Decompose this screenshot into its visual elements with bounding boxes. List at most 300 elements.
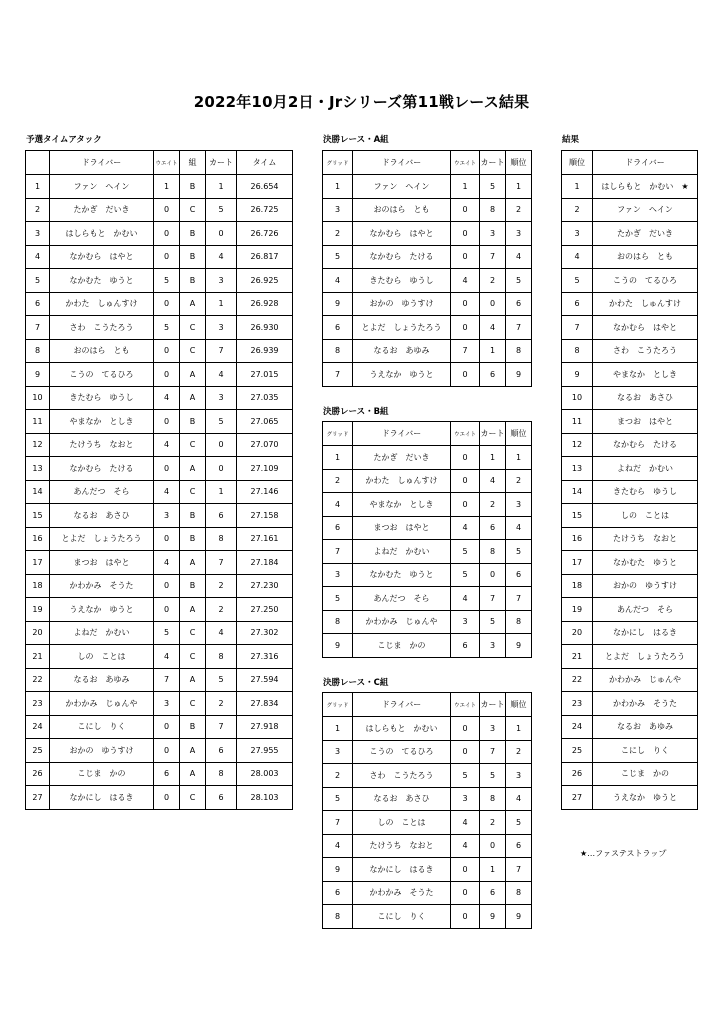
table-row [26, 175, 293, 199]
table-cell: 13 [562, 457, 593, 481]
column-header: ドライバー [50, 151, 154, 175]
table-cell: とよだ しょうたろう [50, 527, 154, 551]
table-cell: 27.158 [237, 504, 293, 528]
table-cell: 8 [206, 762, 237, 786]
table-cell: 13 [26, 457, 50, 481]
column-header: 順位 [506, 151, 532, 175]
table-cell: 3 [451, 610, 480, 634]
table-cell: 0 [154, 339, 180, 363]
table-cell: 2 [206, 692, 237, 716]
table-cell: 4 [480, 316, 506, 340]
table-cell: とよだ しょうたろう [593, 645, 698, 669]
results-heading: 結果 [562, 135, 580, 145]
table-cell: 5 [480, 764, 506, 788]
table-cell: 27.955 [237, 739, 293, 763]
table-cell: 0 [154, 222, 180, 246]
table-cell: まつお はやと [593, 410, 698, 434]
table-cell: 7 [154, 668, 180, 692]
table-cell: かわかみ じゅんや [593, 668, 698, 692]
table-row [562, 715, 698, 739]
table-cell: こにし りく [353, 905, 451, 929]
final-c-heading: 決勝レース・C組 [323, 678, 389, 688]
qualifying-table [25, 150, 293, 810]
table-cell: 15 [26, 504, 50, 528]
table-cell: 25 [26, 739, 50, 763]
table-cell: 3 [480, 222, 506, 246]
table-row [26, 668, 293, 692]
table-row [323, 858, 532, 882]
table-cell: 6 [323, 881, 353, 905]
table-cell: 8 [323, 610, 353, 634]
table-cell: はしらもと かむい ★ [593, 175, 698, 199]
table-cell: A [180, 598, 206, 622]
table-cell: 7 [323, 363, 353, 387]
table-cell: 27.834 [237, 692, 293, 716]
table-cell: 5 [154, 269, 180, 293]
table-cell: 3 [480, 717, 506, 741]
table-cell: うえなか ゆうと [593, 786, 698, 810]
table-row [26, 645, 293, 669]
table-cell: 26.725 [237, 198, 293, 222]
final-b-heading: 決勝レース・B組 [323, 407, 389, 417]
table-row [562, 574, 698, 598]
table-cell: 7 [480, 587, 506, 611]
header-row [323, 151, 532, 175]
table-cell: 27.250 [237, 598, 293, 622]
table-cell: 1 [206, 175, 237, 199]
table-cell: 27 [562, 786, 593, 810]
table-cell: なかむら たける [353, 245, 451, 269]
table-cell: なかむら たける [593, 433, 698, 457]
table-cell: 6 [323, 316, 353, 340]
table-cell: B [180, 222, 206, 246]
table-cell: 20 [562, 621, 593, 645]
table-cell: しの ことは [593, 504, 698, 528]
table-cell: B [180, 175, 206, 199]
table-row [562, 504, 698, 528]
table-row [323, 717, 532, 741]
table-row [323, 610, 532, 634]
table-cell: 0 [154, 245, 180, 269]
table-cell: 6 [506, 292, 532, 316]
table-row [562, 410, 698, 434]
table-cell: 9 [323, 634, 353, 658]
table-cell: 6 [506, 834, 532, 858]
table-row [323, 363, 532, 387]
table-cell: 1 [506, 175, 532, 199]
results-table [561, 150, 698, 810]
table-cell: 0 [154, 410, 180, 434]
column-header: 順位 [506, 693, 532, 717]
table-row [323, 881, 532, 905]
table-cell: 28.103 [237, 786, 293, 810]
table-cell: 26 [562, 762, 593, 786]
table-cell: あんだつ そら [593, 598, 698, 622]
table-row [562, 198, 698, 222]
table-cell: 2 [206, 598, 237, 622]
column-header: グリッド [323, 693, 353, 717]
table-cell: A [180, 363, 206, 387]
table-cell: うえなか ゆうと [353, 363, 451, 387]
table-cell: 9 [26, 363, 50, 387]
table-cell: 26.817 [237, 245, 293, 269]
table-row [26, 339, 293, 363]
table-cell: 27.065 [237, 410, 293, 434]
table-cell: 6 [323, 516, 353, 540]
table-cell: 8 [506, 610, 532, 634]
table-cell: 7 [323, 811, 353, 835]
table-cell: たかぎ だいき [353, 446, 451, 470]
table-cell: 0 [451, 316, 480, 340]
table-cell: 5 [323, 245, 353, 269]
table-cell: まつお はやと [353, 516, 451, 540]
table-cell: 4 [451, 587, 480, 611]
table-cell: たけうち なおと [593, 527, 698, 551]
table-cell: 4 [506, 516, 532, 540]
table-cell: 2 [480, 493, 506, 517]
table-cell: おのはら とも [50, 339, 154, 363]
table-cell: 0 [154, 786, 180, 810]
table-cell: 6 [480, 363, 506, 387]
table-cell: 3 [206, 269, 237, 293]
table-row [26, 551, 293, 575]
header-row [323, 422, 532, 446]
table-row [26, 786, 293, 810]
table-cell: たけうち なおと [353, 834, 451, 858]
table-cell: 4 [480, 469, 506, 493]
table-cell: 10 [562, 386, 593, 410]
table-cell: 0 [451, 292, 480, 316]
table-cell: 0 [451, 446, 480, 470]
column-header: カート [480, 693, 506, 717]
table-cell: 4 [323, 834, 353, 858]
table-cell: 3 [506, 493, 532, 517]
table-cell: 2 [26, 198, 50, 222]
column-header: 順位 [562, 151, 593, 175]
table-row [26, 621, 293, 645]
table-cell: やまなか としき [593, 363, 698, 387]
table-cell: 24 [562, 715, 593, 739]
table-row [26, 198, 293, 222]
table-cell: ファン ヘイン [593, 198, 698, 222]
table-cell: かわかみ そうた [593, 692, 698, 716]
table-cell: なるお あさひ [593, 386, 698, 410]
table-cell: 18 [26, 574, 50, 598]
column-header: ウエイト [154, 151, 180, 175]
table-cell: なかむら はやと [593, 316, 698, 340]
table-cell: 19 [562, 598, 593, 622]
table-cell: 0 [480, 834, 506, 858]
table-cell: 9 [562, 363, 593, 387]
table-cell: なかにし はるき [593, 621, 698, 645]
table-cell: 6 [451, 634, 480, 658]
table-cell: 27.184 [237, 551, 293, 575]
table-row [323, 339, 532, 363]
table-cell: 0 [451, 198, 480, 222]
table-row [323, 245, 532, 269]
table-row [562, 527, 698, 551]
table-cell: たかぎ だいき [593, 222, 698, 246]
table-cell: 11 [26, 410, 50, 434]
table-cell: 17 [26, 551, 50, 575]
table-cell: さわ こうたろう [593, 339, 698, 363]
table-cell: 9 [323, 292, 353, 316]
table-row [323, 764, 532, 788]
table-row [323, 198, 532, 222]
table-row [323, 905, 532, 929]
table-cell: なかむら たける [50, 457, 154, 481]
table-row [323, 292, 532, 316]
column-header: ドライバー [353, 422, 451, 446]
final-b-table [322, 421, 532, 658]
table-cell: きたむら ゆうし [353, 269, 451, 293]
table-cell: 2 [480, 811, 506, 835]
table-cell: A [180, 668, 206, 692]
table-row [26, 457, 293, 481]
table-cell: 0 [206, 457, 237, 481]
table-row [562, 433, 698, 457]
table-cell: 9 [323, 858, 353, 882]
table-row [323, 587, 532, 611]
table-cell: なかむた ゆうと [353, 563, 451, 587]
table-cell: 26.930 [237, 316, 293, 340]
table-cell: 17 [562, 551, 593, 575]
table-cell: なかむた ゆうと [593, 551, 698, 575]
table-cell: こうの てるひろ [50, 363, 154, 387]
table-cell: B [180, 527, 206, 551]
table-cell: C [180, 198, 206, 222]
table-cell: 27.109 [237, 457, 293, 481]
table-row [562, 692, 698, 716]
table-cell: 0 [451, 740, 480, 764]
table-row [323, 516, 532, 540]
column-header: ドライバー [353, 151, 451, 175]
table-cell: 3 [206, 316, 237, 340]
table-row [26, 504, 293, 528]
table-cell: 0 [451, 222, 480, 246]
table-cell: よねだ かむい [353, 540, 451, 564]
table-cell: あんだつ そら [50, 480, 154, 504]
table-cell: 0 [451, 245, 480, 269]
table-row [562, 480, 698, 504]
table-cell: 18 [562, 574, 593, 598]
table-cell: 6 [506, 563, 532, 587]
table-cell: かわかみ じゅんや [50, 692, 154, 716]
table-cell: こじま かの [353, 634, 451, 658]
column-header: グリッド [323, 151, 353, 175]
table-cell: おかの ゆうすけ [593, 574, 698, 598]
table-cell: 7 [506, 587, 532, 611]
table-cell: 2 [323, 222, 353, 246]
table-cell: 1 [480, 446, 506, 470]
table-row [323, 222, 532, 246]
table-cell: 3 [506, 764, 532, 788]
table-cell: 20 [26, 621, 50, 645]
table-cell: たけうち なおと [50, 433, 154, 457]
table-cell: 26 [26, 762, 50, 786]
table-cell: なるお あさひ [353, 787, 451, 811]
table-cell: こにし りく [593, 739, 698, 763]
table-cell: 27.316 [237, 645, 293, 669]
table-cell: うえなか ゆうと [50, 598, 154, 622]
table-cell: 7 [506, 316, 532, 340]
table-cell: 8 [506, 881, 532, 905]
table-cell: 27.035 [237, 386, 293, 410]
table-row [323, 446, 532, 470]
table-cell: 7 [26, 316, 50, 340]
table-cell: 4 [451, 516, 480, 540]
table-cell: 0 [154, 715, 180, 739]
table-cell: 14 [562, 480, 593, 504]
table-cell: 4 [506, 245, 532, 269]
table-cell: B [180, 410, 206, 434]
table-cell: 0 [206, 433, 237, 457]
table-cell: きたむら ゆうし [593, 480, 698, 504]
table-cell: B [180, 245, 206, 269]
table-row [562, 598, 698, 622]
table-cell: 5 [206, 410, 237, 434]
table-cell: 0 [154, 574, 180, 598]
table-row [562, 645, 698, 669]
table-cell: 2 [206, 574, 237, 598]
table-row [562, 316, 698, 340]
table-cell: 0 [154, 739, 180, 763]
table-cell: 6 [562, 292, 593, 316]
table-cell: 16 [26, 527, 50, 551]
table-cell: 5 [26, 269, 50, 293]
page-title: 2022年10月2日・Jrシリーズ第11戦レース結果 [193, 93, 530, 111]
table-cell: 8 [562, 339, 593, 363]
table-cell: 4 [451, 834, 480, 858]
table-cell: 27.070 [237, 433, 293, 457]
table-cell: 0 [154, 527, 180, 551]
table-row [562, 668, 698, 692]
fastest-lap-note: ★…ファステストラップ [580, 849, 667, 858]
table-row [323, 563, 532, 587]
table-cell: 7 [206, 551, 237, 575]
table-cell: 9 [506, 634, 532, 658]
table-cell: 14 [26, 480, 50, 504]
table-cell: 3 [323, 198, 353, 222]
table-cell: 3 [206, 386, 237, 410]
table-cell: 10 [26, 386, 50, 410]
column-header [26, 151, 50, 175]
table-cell: 1 [154, 175, 180, 199]
table-cell: まつお はやと [50, 551, 154, 575]
table-cell: 26.925 [237, 269, 293, 293]
table-row [562, 245, 698, 269]
table-cell: 0 [451, 469, 480, 493]
table-cell: さわ こうたろう [353, 764, 451, 788]
table-cell: 8 [206, 645, 237, 669]
table-cell: なかにし はるき [50, 786, 154, 810]
table-row [562, 762, 698, 786]
table-cell: 5 [451, 540, 480, 564]
table-cell: 0 [451, 363, 480, 387]
table-cell: 23 [562, 692, 593, 716]
table-cell: 1 [480, 858, 506, 882]
table-cell: なるお あゆみ [353, 339, 451, 363]
table-cell: かわかみ じゅんや [353, 610, 451, 634]
table-cell: 6 [206, 504, 237, 528]
table-cell: 1 [323, 446, 353, 470]
table-cell: 2 [506, 740, 532, 764]
table-cell: 23 [26, 692, 50, 716]
table-cell: 4 [323, 493, 353, 517]
table-row [26, 739, 293, 763]
table-cell: 0 [451, 717, 480, 741]
table-cell: 4 [154, 433, 180, 457]
table-cell: よねだ かむい [50, 621, 154, 645]
table-cell: 6 [480, 516, 506, 540]
table-cell: かわた しゅんすけ [50, 292, 154, 316]
table-cell: 1 [26, 175, 50, 199]
table-cell: B [180, 269, 206, 293]
table-cell: 5 [562, 269, 593, 293]
table-cell: 27.015 [237, 363, 293, 387]
table-cell: 3 [323, 740, 353, 764]
column-header: 順位 [506, 422, 532, 446]
table-cell: 6 [480, 881, 506, 905]
table-cell: 2 [562, 198, 593, 222]
table-row [26, 480, 293, 504]
table-cell: 0 [154, 292, 180, 316]
table-cell: 27.918 [237, 715, 293, 739]
table-cell: 0 [451, 858, 480, 882]
table-cell: 5 [323, 587, 353, 611]
table-row [323, 787, 532, 811]
table-row [562, 363, 698, 387]
table-row [323, 469, 532, 493]
table-row [26, 245, 293, 269]
table-cell: 26.654 [237, 175, 293, 199]
table-cell: 4 [154, 645, 180, 669]
table-cell: 1 [451, 175, 480, 199]
table-row [562, 551, 698, 575]
final-a-table [322, 150, 532, 387]
table-cell: 2 [480, 269, 506, 293]
table-cell: 5 [506, 811, 532, 835]
table-cell: 27.594 [237, 668, 293, 692]
table-cell: おかの ゆうすけ [50, 739, 154, 763]
table-row [26, 363, 293, 387]
table-cell: 1 [323, 717, 353, 741]
table-cell: 0 [154, 198, 180, 222]
table-cell: 21 [26, 645, 50, 669]
table-row [323, 540, 532, 564]
column-header: タイム [237, 151, 293, 175]
table-cell: 7 [451, 339, 480, 363]
table-cell: 27 [26, 786, 50, 810]
table-cell: B [180, 574, 206, 598]
table-cell: こじま かの [593, 762, 698, 786]
table-cell: 5 [206, 198, 237, 222]
table-row [323, 316, 532, 340]
table-cell: かわた しゅんすけ [593, 292, 698, 316]
table-row [26, 410, 293, 434]
table-cell: 3 [154, 504, 180, 528]
table-cell: A [180, 551, 206, 575]
qualifying-heading: 予選タイムアタック [26, 135, 102, 145]
table-cell: 15 [562, 504, 593, 528]
table-cell: C [180, 433, 206, 457]
table-cell: 27.230 [237, 574, 293, 598]
table-cell: 7 [480, 740, 506, 764]
table-cell: 2 [323, 764, 353, 788]
table-cell: 1 [206, 480, 237, 504]
table-cell: 11 [562, 410, 593, 434]
column-header: ウエイト [451, 422, 480, 446]
